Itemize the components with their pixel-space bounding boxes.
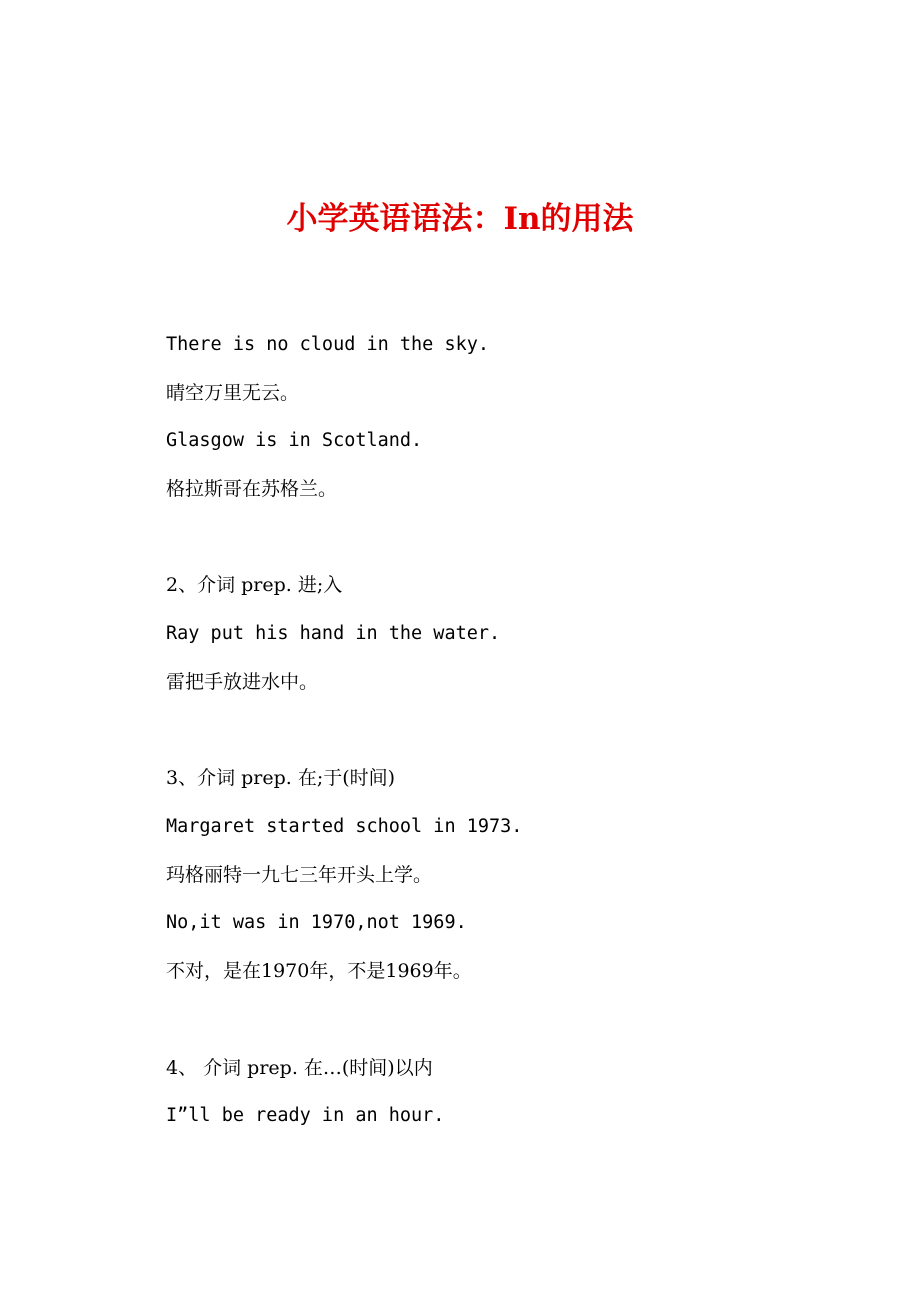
section-heading: 2、介词 prep. 进;入	[166, 574, 343, 596]
example-sentence-english: Glasgow is in Scotland.	[166, 430, 423, 451]
example-sentence-english: There is no cloud in the sky.	[166, 334, 490, 355]
example-sentence-chinese: 不对，是在1970年，不是1969年。	[166, 960, 472, 982]
example-sentence-chinese: 雷把手放进水中。	[166, 671, 319, 693]
example-sentence-chinese: 玛格丽特一九七三年开头上学。	[166, 864, 433, 886]
section-heading: 3、介词 prep. 在;于(时间)	[166, 767, 396, 789]
example-sentence-chinese: 格拉斯哥在苏格兰。	[166, 478, 338, 500]
section-heading: 4、 介词 prep. 在…(时间)以内	[166, 1057, 433, 1079]
example-sentence-english: I”ll be ready in an hour.	[166, 1105, 445, 1126]
example-sentence-english: Margaret started school in 1973.	[166, 816, 523, 837]
example-sentence-chinese: 晴空万里无云。	[166, 382, 300, 404]
example-sentence-english: Ray put his hand in the water.	[166, 623, 501, 644]
example-sentence-english: No,it was in 1970,not 1969.	[166, 912, 467, 933]
page-title: 小学英语语法：In的用法	[286, 201, 634, 237]
